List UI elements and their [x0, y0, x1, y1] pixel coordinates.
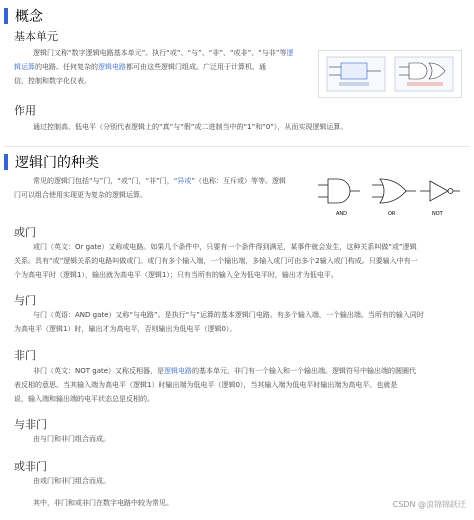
text: 逻辑门又称“数字逻辑电路基本单元”。执行“或”、“与”、“非”、“或非”、“与非”等 — [33, 49, 287, 57]
heading-accent-bar — [4, 154, 8, 170]
not-label: NOT — [432, 211, 443, 217]
text: 说，输入端和输出端的电平状态总是反相的。 — [14, 395, 154, 403]
text: ”（也称：互斥或）等等。逻辑 — [191, 177, 287, 185]
text: 表反相的意思。当其输入端为高电平（逻辑1）时输出端为低电平（逻辑0），当其输入端为低电平时输出端为高电平。也就是 — [14, 381, 398, 389]
text: 都可由这些逻辑门组成。广泛用于计算机、通 — [126, 63, 266, 71]
subheading-nand-gate: 与非门 — [14, 418, 47, 431]
subheading-and-gate: 与门 — [14, 294, 36, 307]
concept-paragraph — [14, 46, 314, 88]
xor-link[interactable]: 异或 — [177, 177, 192, 185]
function-paragraph — [14, 120, 454, 134]
gate-types-intro — [14, 174, 314, 202]
section-heading-gate-types — [4, 152, 99, 172]
section-divider — [4, 146, 470, 147]
subheading-or-gate: 或门 — [14, 226, 36, 239]
subheading-basic-unit: 基本单元 — [14, 30, 58, 43]
nand-gate-paragraph — [14, 432, 464, 446]
circuit-diagram — [319, 51, 461, 97]
gate-symbols-image[interactable] — [316, 175, 462, 223]
or-gate-symbol — [380, 179, 406, 203]
or-gate-paragraph — [14, 240, 464, 282]
not-gate-symbol — [430, 181, 448, 201]
or-label: OR — [388, 211, 396, 217]
logic-gate-diagram-image[interactable] — [318, 50, 462, 98]
section-heading-concept — [4, 6, 43, 26]
text: 与门（英语：AND gate）又称“与电路”。是执行“与”运算的基本逻辑门电路。有多个输入端，一个输出端。当所有的输入同时 — [33, 311, 424, 319]
text: 为高电平（逻辑1）时，输出才为高电平，否则输出为低电平（逻辑0）。 — [14, 325, 237, 333]
logic-circuit-link[interactable]: 逻辑电路 — [98, 63, 126, 71]
section-title: 概念 — [15, 9, 43, 25]
text: 通过控制高、低电平（分别代表逻辑上的“真”与“假”或二进制当中的“1”和“0”），从而实现逻辑运算。 — [33, 123, 348, 131]
text: 常见的逻辑门包括“与”门，“或”门，“非”门，“ — [33, 177, 178, 185]
text: 信、控制和数字化仪表。 — [14, 77, 91, 85]
text: 门可以组合使用实现更为复杂的逻辑运算。 — [14, 191, 147, 199]
section-title: 逻辑门的种类 — [15, 155, 99, 171]
text: 的电路。任何复杂的 — [35, 63, 98, 71]
watermark: CSDN @浪锦锦跃迁 — [392, 500, 466, 509]
text: 其中，非门和或非门在数字电路中较为常见。 — [33, 499, 173, 507]
and-gate-paragraph — [14, 308, 464, 336]
text: 的基本单元，非门有一个输入和一个输出端。逻辑符号中输出端的圆圈代 — [192, 367, 417, 375]
text: 关系。具有“或”逻辑关系的电路叫做或门。或门有多个输入端，一个输出端，多输入或门可由多个2输入或门构成。只要输入中有一 — [14, 257, 418, 265]
heading-accent-bar — [4, 8, 8, 24]
not-gate-paragraph — [14, 364, 464, 406]
logic-op-link[interactable]: 辑运算 — [14, 63, 35, 71]
text: 个为高电平时（逻辑1），输出就为高电平（逻辑1）；只有当所有的输入全为低电平时，输出才为低电平。 — [14, 271, 338, 279]
text: 由或门和非门组合而成。 — [33, 477, 110, 485]
logic-op-link[interactable]: 逻 — [286, 49, 294, 57]
subheading-function: 作用 — [14, 104, 36, 117]
subheading-not-gate: 非门 — [14, 349, 36, 362]
subheading-nor-gate: 或非门 — [14, 460, 47, 473]
logic-circuit-link[interactable]: 逻辑电路 — [164, 367, 193, 375]
and-label: AND — [336, 211, 348, 217]
text: 由与门和非门组合而成。 — [33, 435, 110, 443]
and-gate-symbol — [328, 179, 350, 203]
text: 非门（英文：NOT gate）又称反相器，是 — [33, 367, 165, 375]
nor-gate-paragraph — [14, 474, 464, 488]
text: 或门（英文：Or gate）又称或电路。如果几个条件中，只要有一个条件得到满足，某事件就会发生，这种关系叫做“或”逻辑 — [33, 243, 417, 251]
